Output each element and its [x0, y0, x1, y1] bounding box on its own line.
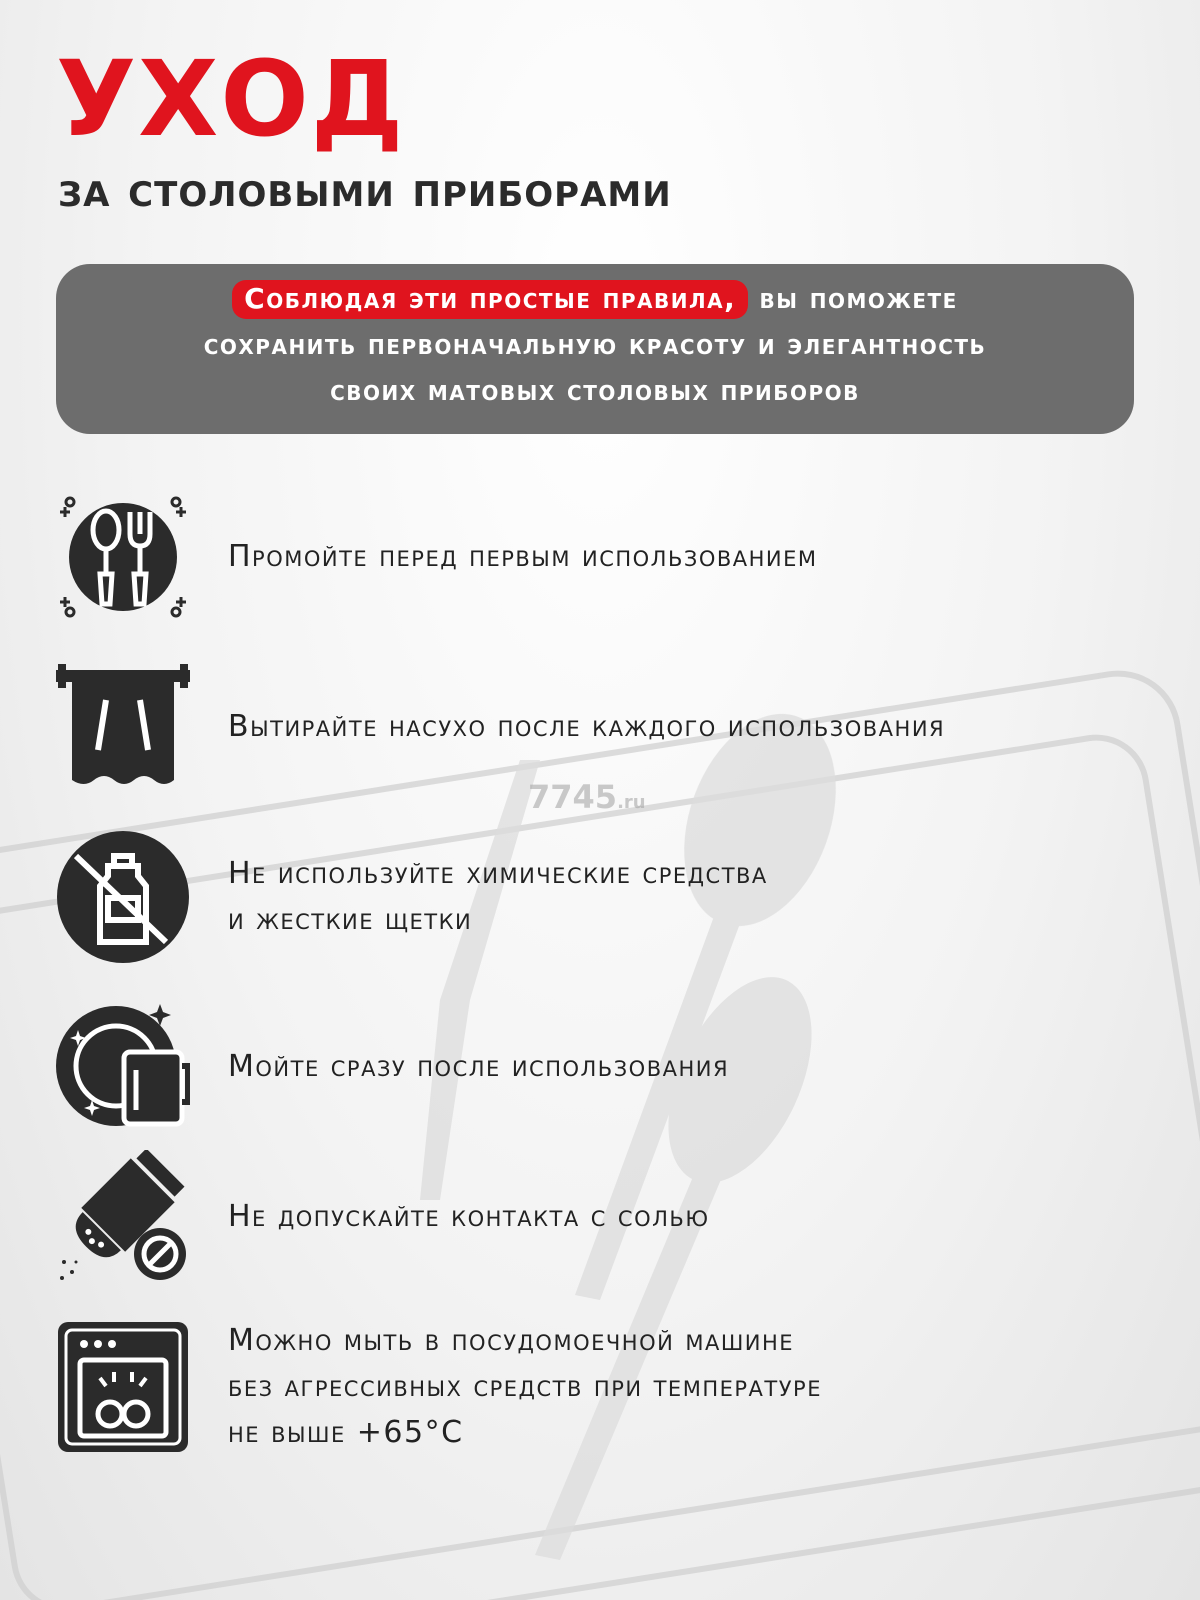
info-banner: [56, 264, 1134, 434]
banner-line-1-rest: вы поможете: [748, 282, 958, 315]
no-chemicals-icon: [56, 830, 190, 964]
page-title: УХОД: [56, 38, 406, 160]
watermark-suffix: .ru: [617, 792, 646, 813]
rule-text: [228, 830, 768, 964]
rule-text: [228, 660, 945, 794]
rule-text-line: Не используйте химические средства: [228, 856, 768, 891]
rule-item-wipe-dry: [56, 660, 1166, 794]
page-subtitle: за столовыми приборами: [58, 162, 672, 218]
rule-text: [228, 490, 818, 624]
rule-item-no-salt: [56, 1150, 1166, 1284]
rule-text-line: Можно мыть в посудомоечной машине: [228, 1323, 795, 1358]
rule-item-wash-before-use: [56, 490, 1166, 624]
banner-line-1: [76, 276, 1114, 322]
rule-item-no-chemicals: [56, 830, 1166, 964]
rule-text-line: и жесткие щетки: [228, 902, 473, 937]
rule-text-line: Не допускайте контакта с солью: [228, 1199, 710, 1234]
watermark-main: 7745: [528, 778, 618, 816]
banner-line-2: сохранить первоначальную красоту и элегантность: [203, 328, 987, 361]
towel-icon: [56, 660, 190, 794]
spoon-fork-icon: [56, 490, 190, 624]
rule-text: [228, 1000, 729, 1134]
rule-text-line: Вытирайте насухо после каждого использования: [228, 709, 946, 744]
banner-highlight: Соблюдая эти простые правила,: [232, 280, 748, 319]
rule-item-wash-right-after: [56, 1000, 1166, 1134]
rule-item-dishwasher: [56, 1320, 1166, 1454]
dishwasher-icon: [56, 1320, 190, 1454]
rule-text-line: Промойте перед первым использованием: [228, 539, 818, 574]
no-salt-icon: [56, 1150, 190, 1284]
rule-text: [228, 1320, 822, 1454]
rule-text-line: не выше +65°С: [228, 1415, 464, 1450]
rule-text-line: Мойте сразу после использования: [228, 1049, 730, 1084]
clean-dishes-icon: [56, 1000, 190, 1134]
rule-text-line: без агрессивных средств при температуре: [228, 1369, 822, 1404]
banner-line-3: своих матовых столовых приборов: [330, 374, 860, 407]
rule-text: [228, 1150, 710, 1284]
